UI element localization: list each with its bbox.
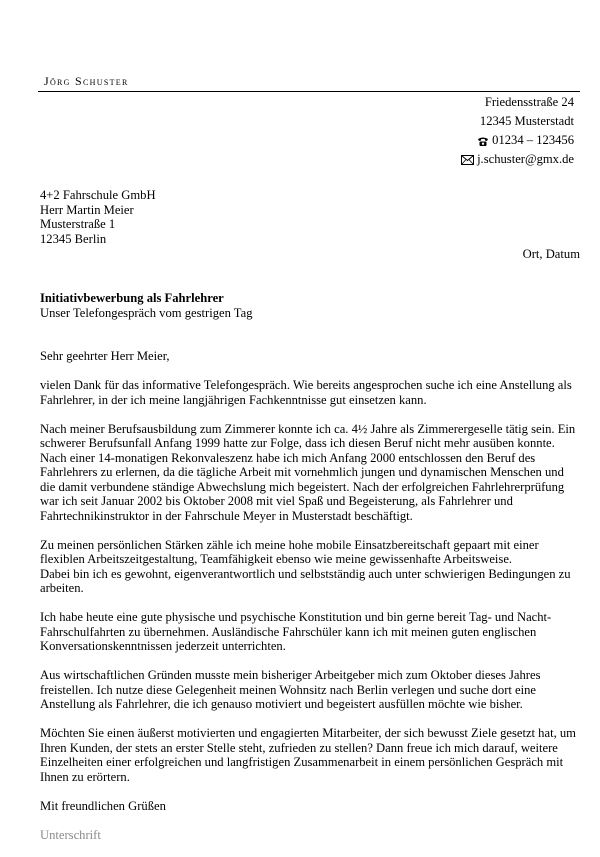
signature-placeholder: Unterschrift <box>40 827 101 842</box>
paragraph-thanks: vielen Dank für das informative Telefongespräch. Wie bereits angesprochen suche ich eine Anstellung als Fahrlehrer, in der ich meine langjährigen Fachkenntnisse gut einsetzen kann. <box>40 378 572 407</box>
subject-reference: Unser Telefongespräch vom gestrigen Tag <box>40 305 253 320</box>
paragraph-constitution: Ich habe heute eine gute physische und psychische Konstitution und bin gerne bereit Tag- und Nacht-Fahrschulfahrten zu übernehmen. Ausländische Fahrschüler kann ich mit meinen guten englischen Konversationskenntnissen jederzeit unterrichten. <box>40 610 552 653</box>
closing-greeting: Mit freundlichen Grüßen <box>40 798 166 813</box>
phone-icon <box>477 136 489 147</box>
subject-block <box>40 291 253 320</box>
sender-street: Friedensstraße 24 <box>484 95 574 109</box>
sender-email: j.schuster@gmx.de <box>477 152 574 166</box>
recipient-address <box>40 188 156 246</box>
sender-address <box>461 93 574 169</box>
sender-city: 12345 Musterstadt <box>479 114 574 128</box>
recipient-street: Musterstraße 1 <box>40 217 116 232</box>
envelope-icon <box>461 155 474 165</box>
subject-title: Initiativbewerbung als Fahrlehrer <box>40 291 224 305</box>
recipient-company: 4+2 Fahrschule GmbH <box>40 188 156 202</box>
sender-name: Jörg Schuster <box>44 74 129 88</box>
paragraph-strengths: Zu meinen persönlichen Stärken zähle ich meine hohe mobile Einsatzbereitschaft gepaart mit einer flexiblen Arbeitszeitgestaltung, Teamfähigkeit ebenso wie meine gewissenhafte Arbeitsweise. <box>40 537 539 566</box>
sender-email-line <box>461 150 574 169</box>
paragraph-independence: Dabei bin ich es gewohnt, eigenverantwortlich und selbstständig auch unter schwierigen Bedingungen zu arbeiten. <box>40 566 571 595</box>
place-date: Ort, Datum <box>522 247 580 261</box>
letter-body <box>40 349 580 857</box>
paragraph-career: Nach meiner Berufsausbildung zum Zimmerer konnte ich ca. 4½ Jahre als Zimmerergeselle tätig sein. Ein schwerer Berufsunfall Anfang 1999 hatte zur Folge, dass ich diesen Beruf nicht mehr ausüben konnte. Nach einer 14-monatigen Rekonvaleszenz habe ich mich Anfang 2000 entschlossen den Beruf des Fahrlehrers zu erlernen, da die tägliche Arbeit mit vornehmlich jungen und dynamischen Menschen und die damit verbundene ständige Abwechslung mich begeistert. Nach der erfolgreichen Fahrlehrerprüfung war ich seit Januar 2002 bis Oktober 2008 mit viel Spaß und Begeisterung, als Fahrlehrer und Fahrtechnikinstruktor in der Fahrschule Meyer in Musterstadt beschäftigt. <box>40 421 576 523</box>
sender-phone-line <box>461 131 574 150</box>
paragraph-closing-offer: Möchten Sie einen äußerst motivierten und engagierten Mitarbeiter, der sich bewusst Ziele gesetzt hat, um Ihren Kunden, der stets an erster Stelle steht, zufrieden zu stellen? Dann freue ich mich darauf, weitere Einzelheiten einer erfolgreichen und langfristigen Zusammenarbeit in einem persönlichen Gespräch mit Ihnen zu erörtern. <box>40 726 576 784</box>
recipient-city: 12345 Berlin <box>40 231 107 246</box>
sender-phone: 01234 – 123456 <box>492 133 574 147</box>
recipient-person: Herr Martin Meier <box>40 202 134 217</box>
paragraph-relocation: Aus wirtschaftlichen Gründen musste mein bisheriger Arbeitgeber mich zum Oktober dieses Jahres freistellen. Ich nutze diese Gelegenheit meinen Wohnsitz nach Berlin verlegen und suche dort eine Anstellung als Fahrlehrer, die ich genauso motiviert und begeistert ausfüllen möchte wie bisher. <box>40 668 541 711</box>
salutation: Sehr geehrter Herr Meier, <box>40 349 170 363</box>
header-rule <box>38 91 580 92</box>
